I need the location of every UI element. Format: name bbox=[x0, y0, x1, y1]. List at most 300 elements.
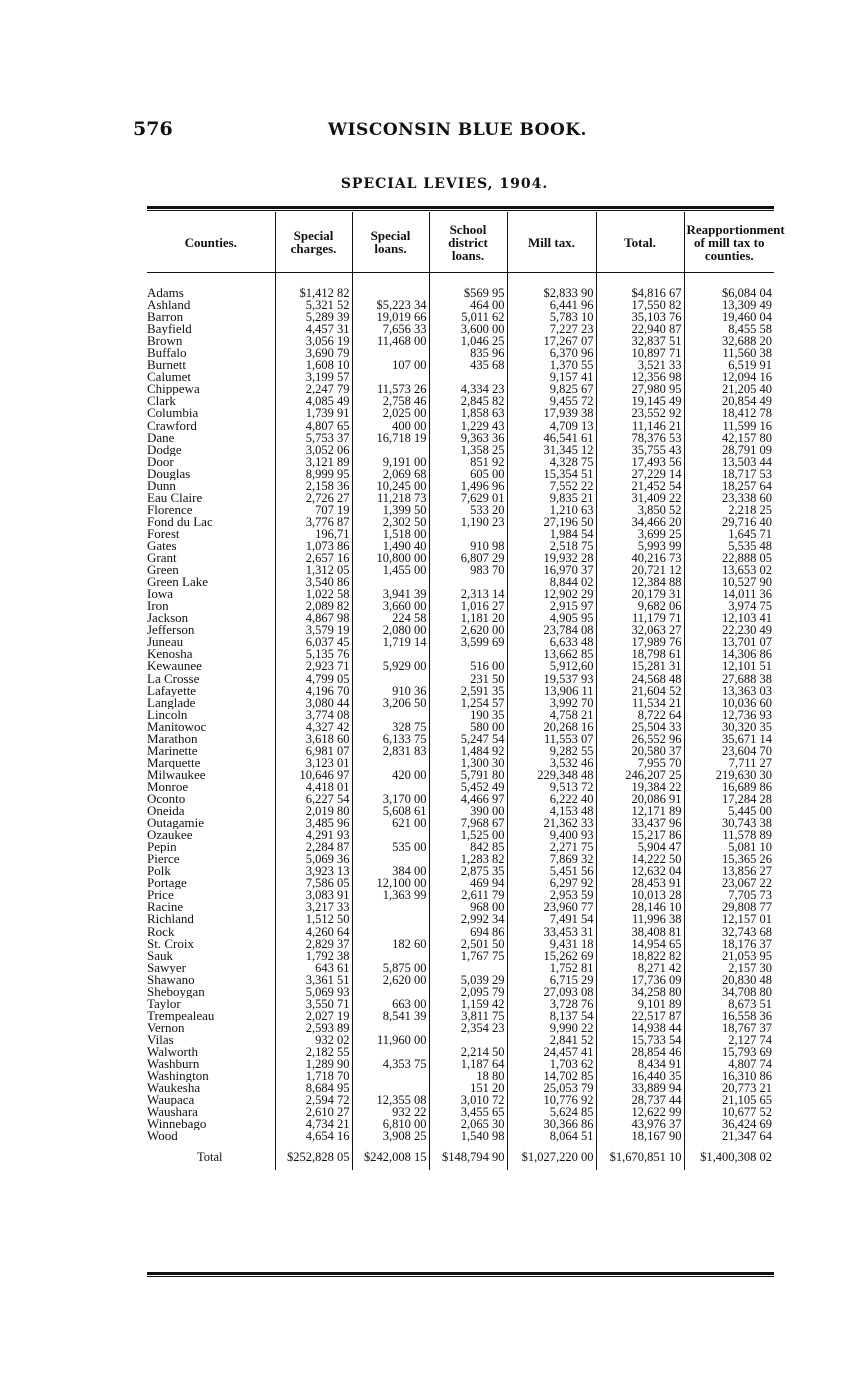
mill-tax-cell: 6,222 40 bbox=[507, 793, 596, 805]
total-cell: 19,384 22 bbox=[596, 781, 684, 793]
county-name: Milwaukee bbox=[147, 768, 206, 781]
special-charges-cell: 3,052 06 bbox=[275, 444, 352, 456]
total-cell: 21,452 54 bbox=[596, 480, 684, 492]
special-charges-cell: 4,260 64 bbox=[275, 925, 352, 937]
column-header-counties: Counties. bbox=[147, 212, 275, 273]
mill-tax-cell: 17,267 07 bbox=[507, 335, 596, 347]
total-cell: 24,568 48 bbox=[596, 673, 684, 685]
table-row bbox=[147, 335, 774, 347]
special-loans-cell bbox=[352, 853, 429, 865]
special-charges-cell: 3,361 51 bbox=[275, 974, 352, 986]
total-cell: 35,103 76 bbox=[596, 311, 684, 323]
special-charges-cell: 3,485 96 bbox=[275, 817, 352, 829]
reapportionment-cell: 10,527 90 bbox=[684, 576, 774, 588]
mill-tax-cell: 5,912,60 bbox=[507, 660, 596, 672]
special-loans-cell bbox=[352, 1082, 429, 1094]
school-loans-cell bbox=[429, 648, 507, 660]
total-cell: 27,229 14 bbox=[596, 468, 684, 480]
table-row bbox=[147, 660, 774, 672]
school-loans-cell: 190 35 bbox=[429, 709, 507, 721]
total-cell: 18,167 90 bbox=[596, 1130, 684, 1142]
mill-tax-cell: 1,752 81 bbox=[507, 962, 596, 974]
table-row bbox=[147, 311, 774, 323]
reapportionment-cell: 8,455 58 bbox=[684, 323, 774, 335]
column-header-reapportionment: Reapportionment of mill tax to counties. bbox=[684, 212, 774, 273]
county-name: Calumet bbox=[147, 371, 192, 384]
reapportionment-cell: 30,320 35 bbox=[684, 721, 774, 733]
total-cell: 28,453 91 bbox=[596, 877, 684, 889]
county-name: Waupaca bbox=[147, 1094, 195, 1107]
total-cell: 19,145 49 bbox=[596, 395, 684, 407]
special-charges-cell: 8,684 95 bbox=[275, 1082, 352, 1094]
special-charges-cell: 2,610 27 bbox=[275, 1106, 352, 1118]
special-charges-cell: 1,512 50 bbox=[275, 913, 352, 925]
special-charges-cell: 2,027 19 bbox=[275, 1010, 352, 1022]
mill-tax-cell: 4,328 75 bbox=[507, 456, 596, 468]
total-cell: 14,222 50 bbox=[596, 853, 684, 865]
mill-tax-cell: 25,053 79 bbox=[507, 1082, 596, 1094]
special-charges-cell: 6,037 45 bbox=[275, 636, 352, 648]
total-cell: 38,408 81 bbox=[596, 925, 684, 937]
reapportionment-cell: 20,830 48 bbox=[684, 974, 774, 986]
special-charges-cell: 3,579 19 bbox=[275, 624, 352, 636]
table-row bbox=[147, 938, 774, 950]
school-loans-cell: 1,046 25 bbox=[429, 335, 507, 347]
reapportionment-cell: 16,558 36 bbox=[684, 1010, 774, 1022]
reapportionment-cell: 16,689 86 bbox=[684, 781, 774, 793]
mill-tax-cell: 7,227 23 bbox=[507, 323, 596, 335]
county-name: Pierce bbox=[147, 853, 180, 866]
special-loans-cell: 5,929 00 bbox=[352, 660, 429, 672]
county-name: Green bbox=[147, 564, 179, 577]
total-cell: 9,682 06 bbox=[596, 600, 684, 612]
reapportionment-cell: 19,460 04 bbox=[684, 311, 774, 323]
total-label: Total bbox=[196, 1150, 223, 1165]
column-header-school-district-loans: School district loans. bbox=[429, 212, 507, 273]
total-cell: 17,493 56 bbox=[596, 456, 684, 468]
special-loans-cell: 12,100 00 bbox=[352, 877, 429, 889]
school-loans-cell: 3,010 72 bbox=[429, 1094, 507, 1106]
table-row bbox=[147, 624, 774, 636]
county-name: Richland bbox=[147, 913, 194, 926]
page-number: 576 bbox=[133, 118, 173, 140]
special-charges-cell: 4,457 31 bbox=[275, 323, 352, 335]
special-charges-cell: 1,792 38 bbox=[275, 950, 352, 962]
county-name: Outagamie bbox=[147, 817, 205, 830]
reapportionment-cell: 28,791 09 bbox=[684, 444, 774, 456]
total-cell: 14,954 65 bbox=[596, 938, 684, 950]
special-loans-cell: 1,490 40 bbox=[352, 540, 429, 552]
reapportionment-cell: 20,854 49 bbox=[684, 395, 774, 407]
special-loans-cell bbox=[352, 925, 429, 937]
school-loans-cell: 6,807 29 bbox=[429, 552, 507, 564]
table-row bbox=[147, 347, 774, 359]
total-cell: 3,521 33 bbox=[596, 359, 684, 371]
total-cell: 11,146 21 bbox=[596, 420, 684, 432]
table-row bbox=[147, 1046, 774, 1058]
mill-tax-cell: 13,906 11 bbox=[507, 685, 596, 697]
table-row bbox=[147, 721, 774, 733]
special-charges-cell: 3,083 91 bbox=[275, 889, 352, 901]
school-loans-cell: 2,501 50 bbox=[429, 938, 507, 950]
school-loans-cell: 5,791 80 bbox=[429, 769, 507, 781]
reapportionment-cell: 14,011 36 bbox=[684, 588, 774, 600]
table-row bbox=[147, 889, 774, 901]
special-loans-cell: 11,218 73 bbox=[352, 492, 429, 504]
special-charges-cell: 1,608 10 bbox=[275, 359, 352, 371]
total-cell: 21,604 52 bbox=[596, 685, 684, 697]
total-cell: 18,822 82 bbox=[596, 950, 684, 962]
county-name: Iron bbox=[147, 600, 169, 613]
special-loans-cell: 16,718 19 bbox=[352, 432, 429, 444]
table-row bbox=[147, 962, 774, 974]
special-loans-cell: 11,960 00 bbox=[352, 1034, 429, 1046]
total-cell: 18,798 61 bbox=[596, 648, 684, 660]
special-charges-cell: 4,291 93 bbox=[275, 829, 352, 841]
special-charges-cell: 1,739 91 bbox=[275, 407, 352, 419]
mill-tax-cell: 21,362 33 bbox=[507, 817, 596, 829]
table-row bbox=[147, 420, 774, 432]
table-row bbox=[147, 913, 774, 925]
school-loans-cell: 835 96 bbox=[429, 347, 507, 359]
special-charges-cell: 5,321 52 bbox=[275, 299, 352, 311]
school-loans-cell: 2,354 23 bbox=[429, 1022, 507, 1034]
school-loans-cell: 968 00 bbox=[429, 901, 507, 913]
reapportionment-cell: 27,688 38 bbox=[684, 673, 774, 685]
table-row bbox=[147, 516, 774, 528]
total-cell: 15,281 31 bbox=[596, 660, 684, 672]
reapportionment-cell: 23,604 70 bbox=[684, 745, 774, 757]
county-name: Bayfield bbox=[147, 323, 192, 336]
special-loans-cell bbox=[352, 1022, 429, 1034]
school-loans-cell: 1,283 82 bbox=[429, 853, 507, 865]
reapportionment-cell: 13,856 27 bbox=[684, 865, 774, 877]
county-name: Forest bbox=[147, 527, 180, 540]
school-loans-cell: 9,363 36 bbox=[429, 432, 507, 444]
mill-tax-cell: 24,457 41 bbox=[507, 1046, 596, 1058]
special-loans-cell: 400 00 bbox=[352, 420, 429, 432]
school-loans-cell: 1,767 75 bbox=[429, 950, 507, 962]
reapportionment-cell: 13,363 03 bbox=[684, 685, 774, 697]
mill-tax-cell: 9,431 18 bbox=[507, 938, 596, 950]
mill-tax-cell: 15,262 69 bbox=[507, 950, 596, 962]
mill-tax-cell: 1,703 62 bbox=[507, 1058, 596, 1070]
school-loans-cell: 5,247 54 bbox=[429, 733, 507, 745]
table-row bbox=[147, 540, 774, 552]
reapportionment-cell: 30,743 38 bbox=[684, 817, 774, 829]
total-cell: 33,437 96 bbox=[596, 817, 684, 829]
table-row bbox=[147, 950, 774, 962]
total-cell: 17,550 82 bbox=[596, 299, 684, 311]
table-row bbox=[147, 528, 774, 540]
total-cell: $4,816 67 bbox=[596, 273, 684, 300]
special-charges-cell: 5,135 76 bbox=[275, 648, 352, 660]
table-row bbox=[147, 841, 774, 853]
table-row bbox=[147, 817, 774, 829]
special-loans-cell bbox=[352, 673, 429, 685]
county-name: Dodge bbox=[147, 443, 182, 456]
school-loans-cell: 694 86 bbox=[429, 925, 507, 937]
school-loans-cell: 2,065 30 bbox=[429, 1118, 507, 1130]
county-name: Clark bbox=[147, 395, 176, 408]
special-charges-cell: 4,085 49 bbox=[275, 395, 352, 407]
reapportionment-cell: 21,347 64 bbox=[684, 1130, 774, 1142]
school-loans-cell: 1,016 27 bbox=[429, 600, 507, 612]
mill-tax-cell: 1,370 55 bbox=[507, 359, 596, 371]
school-loans-cell: 18 80 bbox=[429, 1070, 507, 1082]
county-name: Lafayette bbox=[147, 684, 197, 697]
reapportionment-cell: 12,094 16 bbox=[684, 371, 774, 383]
reapportionment-cell: 35,671 14 bbox=[684, 733, 774, 745]
special-loans-cell: 1,518 00 bbox=[352, 528, 429, 540]
total-cell: 22,940 87 bbox=[596, 323, 684, 335]
county-name: Racine bbox=[147, 901, 184, 914]
special-charges-cell: 2,284 87 bbox=[275, 841, 352, 853]
total-cell: 3,850 52 bbox=[596, 504, 684, 516]
reapportionment-cell: 21,105 65 bbox=[684, 1094, 774, 1106]
reapportionment-cell: 14,306 86 bbox=[684, 648, 774, 660]
mill-tax-cell: 20,268 16 bbox=[507, 721, 596, 733]
school-loans-cell: 3,811 75 bbox=[429, 1010, 507, 1022]
special-loans-cell: 2,831 83 bbox=[352, 745, 429, 757]
special-loans-cell: 2,025 00 bbox=[352, 407, 429, 419]
reapportionment-cell: 3,974 75 bbox=[684, 600, 774, 612]
special-loans-cell bbox=[352, 576, 429, 588]
total-cell: 22,517 87 bbox=[596, 1010, 684, 1022]
county-name: Adams bbox=[147, 285, 184, 300]
special-loans-cell: 1,719 14 bbox=[352, 636, 429, 648]
special-loans-cell: 1,363 99 bbox=[352, 889, 429, 901]
county-name: Washington bbox=[147, 1070, 209, 1083]
mill-tax-cell: 4,758 21 bbox=[507, 709, 596, 721]
county-name: Columbia bbox=[147, 407, 199, 420]
table-row bbox=[147, 407, 774, 419]
total-special-loans-cell: $242,008 15 bbox=[352, 1142, 429, 1170]
total-cell: 78,376 53 bbox=[596, 432, 684, 444]
total-total-cell: $1,670,851 10 bbox=[596, 1142, 684, 1170]
special-charges-cell: 4,799 05 bbox=[275, 673, 352, 685]
mill-tax-cell: 8,064 51 bbox=[507, 1130, 596, 1142]
table-row bbox=[147, 492, 774, 504]
reapportionment-cell: $6,084 04 bbox=[684, 273, 774, 300]
total-cell: 43,976 37 bbox=[596, 1118, 684, 1130]
special-charges-cell: 4,196 70 bbox=[275, 685, 352, 697]
county-name: Grant bbox=[147, 552, 177, 565]
total-row bbox=[147, 1142, 774, 1170]
county-name: Kewaunee bbox=[147, 660, 202, 673]
reapportionment-cell: 12,157 01 bbox=[684, 913, 774, 925]
special-charges-cell: 196,71 bbox=[275, 528, 352, 540]
special-charges-cell: 3,690 79 bbox=[275, 347, 352, 359]
mill-tax-cell: 5,624 85 bbox=[507, 1106, 596, 1118]
total-cell: 8,434 91 bbox=[596, 1058, 684, 1070]
table-row bbox=[147, 468, 774, 480]
total-cell: 3,699 25 bbox=[596, 528, 684, 540]
table-row bbox=[147, 576, 774, 588]
school-loans-cell: 910 98 bbox=[429, 540, 507, 552]
table-row bbox=[147, 781, 774, 793]
special-loans-cell: 2,080 00 bbox=[352, 624, 429, 636]
total-cell: 12,384 88 bbox=[596, 576, 684, 588]
total-cell: 34,258 80 bbox=[596, 986, 684, 998]
county-name: Wood bbox=[147, 1130, 178, 1143]
county-name: Crawford bbox=[147, 419, 197, 432]
county-name: Brown bbox=[147, 335, 183, 348]
county-name: Waushara bbox=[147, 1106, 198, 1119]
column-header-mill-tax: Mill tax. bbox=[507, 212, 596, 273]
school-loans-cell: 7,629 01 bbox=[429, 492, 507, 504]
school-loans-cell: 5,452 49 bbox=[429, 781, 507, 793]
county-name: Vilas bbox=[147, 1033, 174, 1046]
mill-tax-cell: 15,354 51 bbox=[507, 468, 596, 480]
reapportionment-cell: 32,688 20 bbox=[684, 335, 774, 347]
mill-tax-cell: 12,902 29 bbox=[507, 588, 596, 600]
total-cell: 14,938 44 bbox=[596, 1022, 684, 1034]
table-row bbox=[147, 612, 774, 624]
school-loans-cell bbox=[429, 371, 507, 383]
school-loans-cell: 469 94 bbox=[429, 877, 507, 889]
special-loans-cell: 2,302 50 bbox=[352, 516, 429, 528]
special-charges-cell: 2,593 89 bbox=[275, 1022, 352, 1034]
total-cell: 12,356 98 bbox=[596, 371, 684, 383]
reapportionment-cell: 32,743 68 bbox=[684, 925, 774, 937]
reapportionment-cell: 5,445 00 bbox=[684, 805, 774, 817]
county-name: Iowa bbox=[147, 588, 173, 601]
county-name: Manitowoc bbox=[147, 720, 207, 733]
reapportionment-cell: 12,736 93 bbox=[684, 709, 774, 721]
county-name: Ashland bbox=[147, 299, 191, 312]
reapportionment-cell: 1,645 71 bbox=[684, 528, 774, 540]
top-thin-rule bbox=[147, 210, 774, 211]
table-row bbox=[147, 299, 774, 311]
table-row bbox=[147, 925, 774, 937]
total-cell: 10,013 28 bbox=[596, 889, 684, 901]
reapportionment-cell: 20,773 21 bbox=[684, 1082, 774, 1094]
reapportionment-cell: 18,767 37 bbox=[684, 1022, 774, 1034]
special-charges-cell: 2,594 72 bbox=[275, 1094, 352, 1106]
total-cell: 12,622 99 bbox=[596, 1106, 684, 1118]
total-cell: 12,171 89 bbox=[596, 805, 684, 817]
county-name: Jefferson bbox=[147, 624, 195, 637]
special-loans-cell: 10,245 00 bbox=[352, 480, 429, 492]
county-name: Marathon bbox=[147, 732, 198, 745]
school-loans-cell: 231 50 bbox=[429, 673, 507, 685]
special-charges-cell: 2,726 27 bbox=[275, 492, 352, 504]
school-loans-cell: 1,190 23 bbox=[429, 516, 507, 528]
school-loans-cell: 2,313 14 bbox=[429, 588, 507, 600]
mill-tax-cell: 9,157 41 bbox=[507, 371, 596, 383]
mill-tax-cell: 1,210 63 bbox=[507, 504, 596, 516]
mill-tax-cell: 8,844 02 bbox=[507, 576, 596, 588]
special-charges-cell: 3,618 60 bbox=[275, 733, 352, 745]
table-header-row bbox=[147, 212, 774, 273]
column-header-special-charges: Special charges. bbox=[275, 212, 352, 273]
special-loans-cell: 1,455 00 bbox=[352, 564, 429, 576]
table-row bbox=[147, 432, 774, 444]
special-loans-cell: 6,133 75 bbox=[352, 733, 429, 745]
school-loans-cell: 1,858 63 bbox=[429, 407, 507, 419]
table-row bbox=[147, 793, 774, 805]
mill-tax-cell: 19,932 28 bbox=[507, 552, 596, 564]
school-loans-cell: 516 00 bbox=[429, 660, 507, 672]
county-name: Waukesha bbox=[147, 1082, 201, 1095]
county-name: Sheboygan bbox=[147, 985, 205, 998]
special-loans-cell bbox=[352, 1070, 429, 1082]
mill-tax-cell: 6,715 29 bbox=[507, 974, 596, 986]
reapportionment-cell: 22,888 05 bbox=[684, 552, 774, 564]
school-loans-cell: 435 68 bbox=[429, 359, 507, 371]
special-charges-cell: 3,121 89 bbox=[275, 456, 352, 468]
special-loans-cell: 11,468 00 bbox=[352, 335, 429, 347]
reapportionment-cell: 13,653 02 bbox=[684, 564, 774, 576]
mill-tax-cell: 14,702 85 bbox=[507, 1070, 596, 1082]
total-cell: 17,989 76 bbox=[596, 636, 684, 648]
special-loans-cell: 535 00 bbox=[352, 841, 429, 853]
reapportionment-cell: 17,284 28 bbox=[684, 793, 774, 805]
county-name: Kenosha bbox=[147, 648, 193, 661]
column-header-total: Total. bbox=[596, 212, 684, 273]
mill-tax-cell: 9,455 72 bbox=[507, 395, 596, 407]
special-loans-cell bbox=[352, 757, 429, 769]
county-name: Oneida bbox=[147, 805, 185, 818]
table-row bbox=[147, 685, 774, 697]
total-cell: 32,837 51 bbox=[596, 335, 684, 347]
county-name: Green Lake bbox=[147, 576, 208, 589]
school-loans-cell: 1,300 30 bbox=[429, 757, 507, 769]
table-row bbox=[147, 564, 774, 576]
special-charges-cell: 3,540 86 bbox=[275, 576, 352, 588]
table-row bbox=[147, 552, 774, 564]
special-loans-cell: 7,656 33 bbox=[352, 323, 429, 335]
reapportionment-cell: 16,310 86 bbox=[684, 1070, 774, 1082]
mill-tax-cell: 3,532 46 bbox=[507, 757, 596, 769]
school-loans-cell: 1,484 92 bbox=[429, 745, 507, 757]
table-row bbox=[147, 853, 774, 865]
total-cell: 5,904 47 bbox=[596, 841, 684, 853]
total-school-loans-cell: $148,794 90 bbox=[429, 1142, 507, 1170]
reapportionment-cell: 34,708 80 bbox=[684, 986, 774, 998]
reapportionment-cell: 23,067 22 bbox=[684, 877, 774, 889]
special-loans-cell bbox=[352, 986, 429, 998]
table-row bbox=[147, 273, 774, 300]
book-title: WISCONSIN BLUE BOOK. bbox=[328, 120, 587, 140]
county-name: Dunn bbox=[147, 479, 176, 492]
table-row bbox=[147, 588, 774, 600]
special-loans-cell bbox=[352, 781, 429, 793]
special-loans-cell: 2,620 00 bbox=[352, 974, 429, 986]
mill-tax-cell: 7,552 22 bbox=[507, 480, 596, 492]
school-loans-cell bbox=[429, 576, 507, 588]
total-cell: 33,889 94 bbox=[596, 1082, 684, 1094]
total-cell: 8,271 42 bbox=[596, 962, 684, 974]
special-charges-cell: 7,586 05 bbox=[275, 877, 352, 889]
county-name: Buffalo bbox=[147, 347, 187, 360]
total-cell: 20,721 12 bbox=[596, 564, 684, 576]
total-reapportionment-cell: $1,400,308 02 bbox=[684, 1142, 774, 1170]
special-loans-cell: 932 22 bbox=[352, 1106, 429, 1118]
mill-tax-cell: 2,271 75 bbox=[507, 841, 596, 853]
mill-tax-cell: 7,491 54 bbox=[507, 913, 596, 925]
special-loans-cell: 3,660 00 bbox=[352, 600, 429, 612]
special-charges-cell: 1,289 90 bbox=[275, 1058, 352, 1070]
county-name: Jackson bbox=[147, 612, 189, 625]
special-charges-cell: 3,080 44 bbox=[275, 697, 352, 709]
table-row bbox=[147, 829, 774, 841]
reapportionment-cell: 10,677 52 bbox=[684, 1106, 774, 1118]
mill-tax-cell: 2,953 59 bbox=[507, 889, 596, 901]
special-loans-cell bbox=[352, 371, 429, 383]
reapportionment-cell: 2,157 30 bbox=[684, 962, 774, 974]
